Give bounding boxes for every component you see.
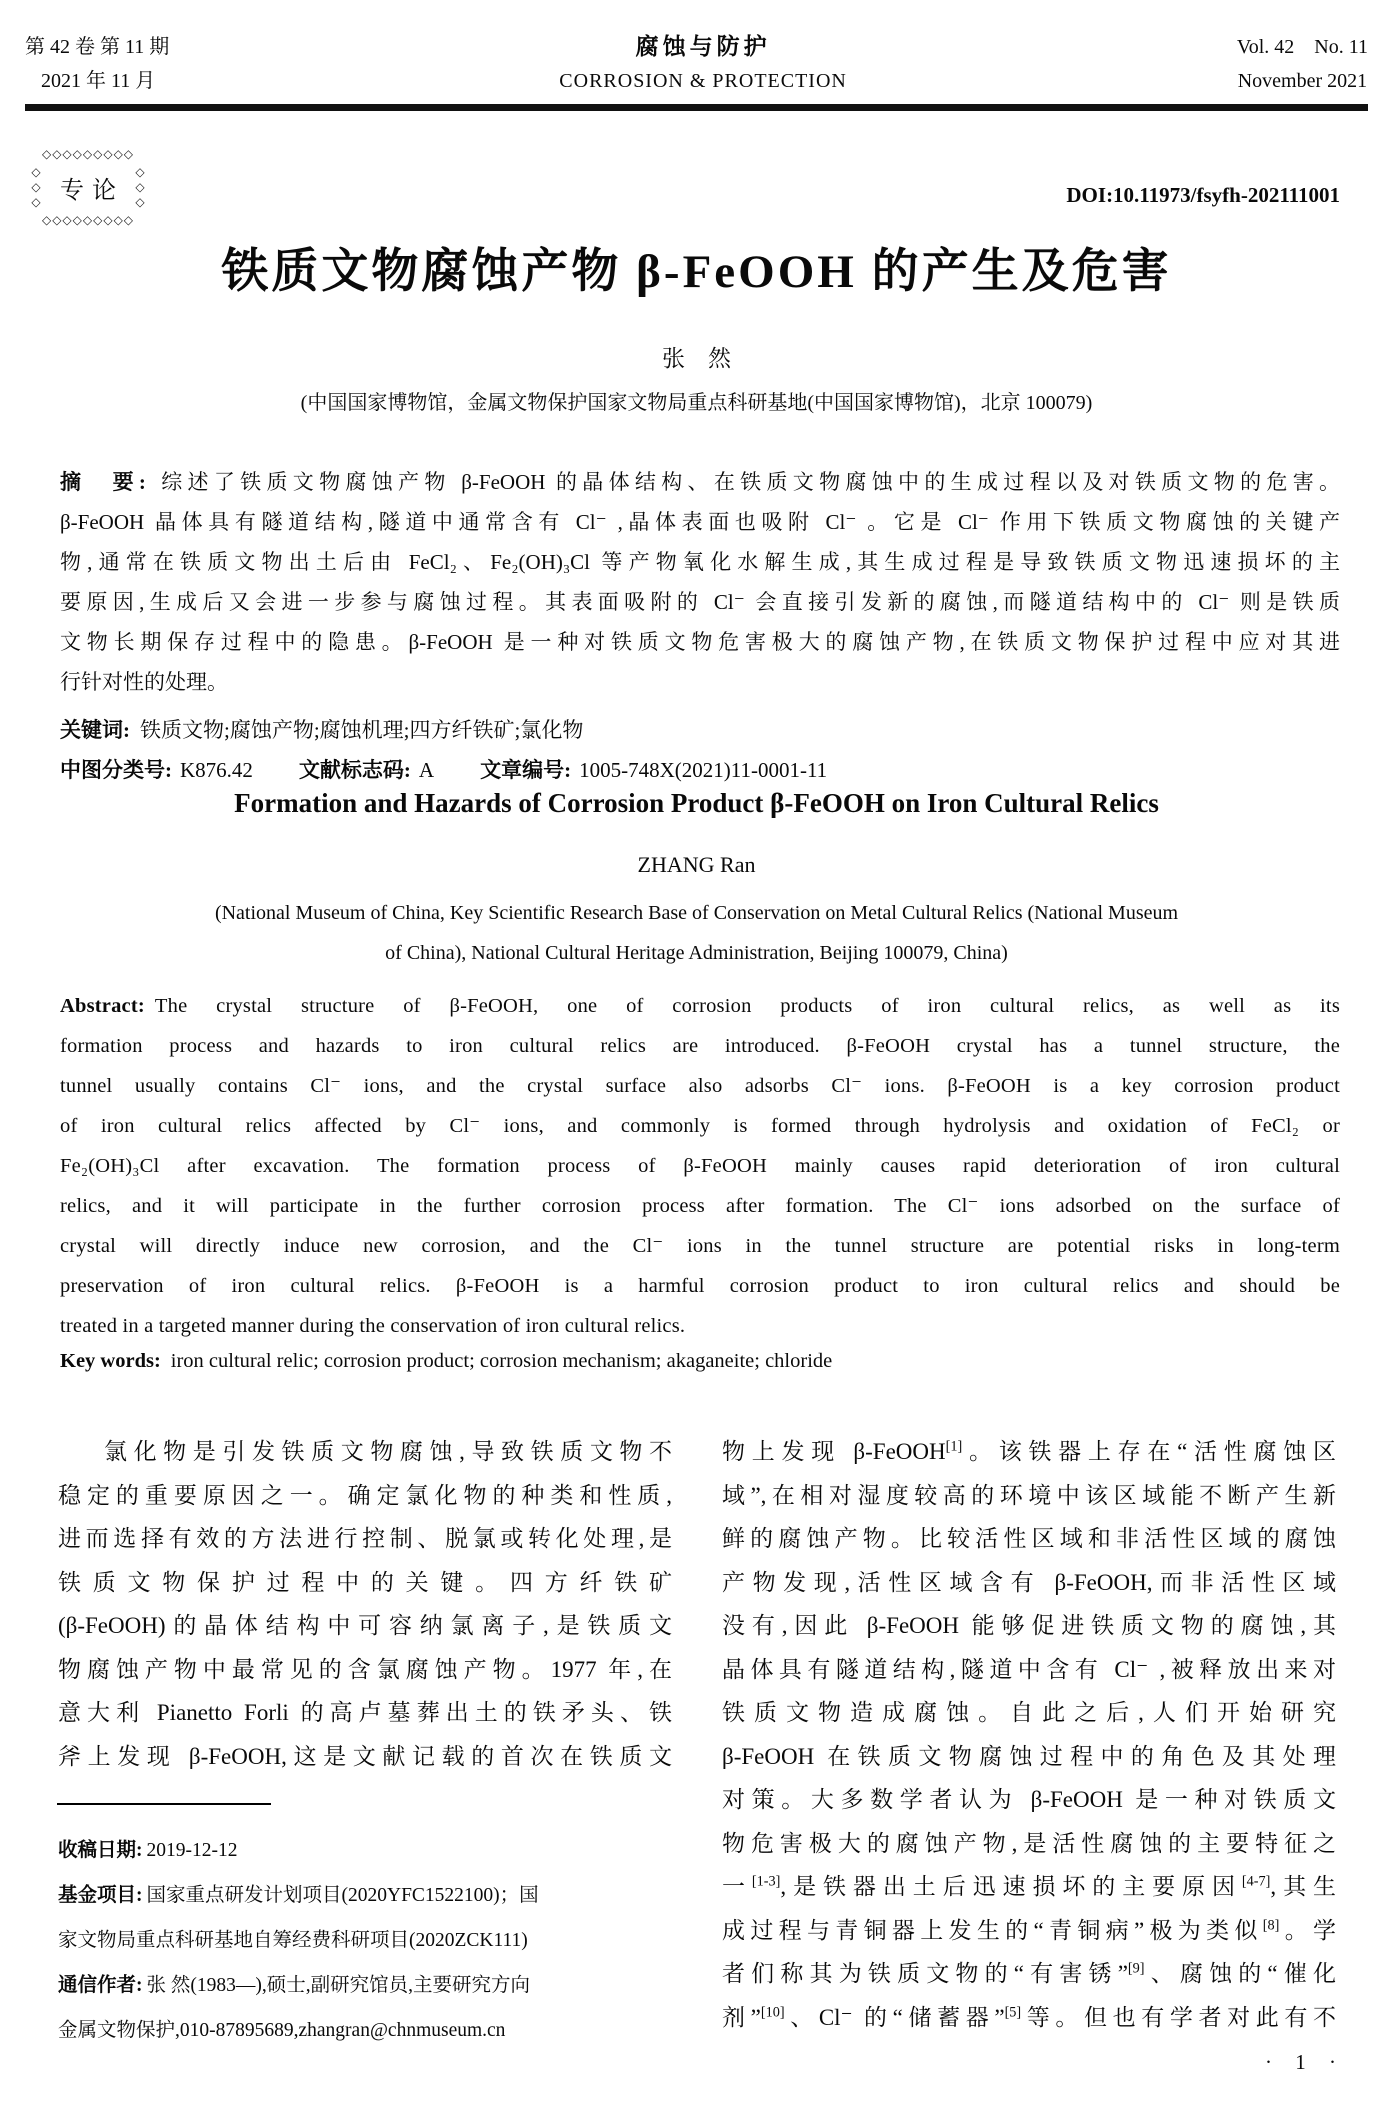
body-line: 对策。大多数学者认为 β-FeOOH 是一种对铁质文 [722,1787,1336,1812]
volume-issue-en: Vol. 42 No. 11 [1236,36,1368,58]
affiliation-en-line: (National Museum of China, Key Scientific Research Base of Conservation on Metal Cultural Relics (National Museum [214,902,1179,924]
abstract-cn-line: 行针对性的处理。 [60,670,228,694]
body-line: 意大利 Pianetto Forli 的高卢墓葬出土的铁矛头、铁 [58,1700,672,1725]
corresponding-author-label: 通信作者: [58,1975,143,1996]
abstract-en [60,986,1340,1346]
body-line: 稳定的重要原因之一。确定氯化物的种类和性质, [58,1482,672,1508]
received-date-label: 收稿日期: [58,1840,143,1861]
clc-number [60,750,253,790]
date-cn: 2021 年 11 月 [41,70,156,92]
clc-label: 中图分类号: [60,758,172,782]
abstract-en-line: formation process and hazards to iron cultural relics are introduced. β-FeOOH crystal has a tunnel structure, the [60,1035,1340,1057]
abstract-cn [60,462,1340,790]
affiliation-en-line: of China), National Cultural Heritage Administration, Beijing 100079, China) [385,942,1008,964]
special-column-badge [29,147,147,227]
abstract-en-line: preservation of iron cultural relics. β-FeOOH is a harmful corrosion product to iron cultural relics and should be [60,1275,1340,1297]
keywords-cn-text: 铁质文物;腐蚀产物;腐蚀机理;四方纤铁矿;氯化物 [140,718,584,742]
journal-name-cn: 腐蚀与防护 [635,34,771,59]
abstract-en-line: tunnel usually contains Cl⁻ ions, and the crystal surface also adsorbs Cl⁻ ions. β-FeOOH is a key corrosion product [60,1075,1340,1097]
body-line: 物危害极大的腐蚀产物,是活性腐蚀的主要特征之 [722,1830,1336,1856]
funding-continued: 家文物局重点科研基地自筹经费科研项目(2020ZCK111) [58,1930,528,1951]
corresponding-author [58,1963,678,2008]
badge-border-right: ◇◇◇ [133,164,147,210]
body-line: 物腐蚀产物中最常见的含氯腐蚀产物。1977 年,在 [58,1656,672,1682]
received-date-value: 2019-12-12 [146,1840,238,1861]
body-line: 域”,在相对湿度较高的环境中该区域能不断产生新 [722,1482,1336,1508]
abstract-en-line: of iron cultural relics affected by Cl⁻ ions, and commonly is formed through hydrolysis and oxidation of FeCl₂ or [60,1115,1340,1137]
abstract-cn-line [60,462,1340,502]
article-id-value: 1005-748X(2021)11-0001-11 [579,758,828,782]
journal-name [559,30,847,98]
author-cn: 张 然 [662,346,731,371]
journal-name-en: CORROSION & PROTECTION [559,70,847,92]
body-line: 进而选择有效的方法进行控制、脱氯或转化处理,是 [58,1526,672,1551]
body-line: 一[1-3],是铁器出土后迅速损坏的主要原因[4-7],其生 [722,1873,1337,1899]
body-line: 铁质文物保护过程中的关键。四方纤铁矿 [58,1569,672,1595]
article-title-cn: 铁质文物腐蚀产物 β-FeOOH 的产生及危害 [221,246,1172,298]
keywords-en-text: iron cultural relic; corrosion product; corrosion mechanism; akaganeite; chloride [170,1350,833,1372]
abstract-en-line [60,986,1340,1026]
badge-label: 专论 [60,177,124,204]
abstract-cn-line: 物,通常在铁质文物出土后由 FeCl₂、Fe₂(OH)₃Cl 等产物氧化水解生成,其生成过程是导致铁质文物迅速损坏的主 [60,550,1340,574]
document-code [299,750,434,790]
badge-border-top: ◇◇◇◇◇◇◇◇◇ [41,147,135,161]
affiliation-en [0,893,1393,973]
volume-issue-cn: 第 42 卷 第 11 期 [25,36,170,58]
author-en: ZHANG Ran [637,852,756,877]
article-id [480,750,827,790]
abstract-en-line: treated in a targeted manner during the conservation of iron cultural relics. [60,1315,686,1337]
corresponding-author-continued: 金属文物保护,010-87895689,zhangran@chnmuseum.cn [58,2020,506,2041]
abstract-cn-label: 摘 要: [60,470,146,494]
keywords-en-label: Key words: [60,1350,161,1372]
doi: DOI:10.11973/fsyfh-202111001 [1066,183,1340,207]
keywords-cn-label: 关键词: [60,718,130,742]
article-title-en: Formation and Hazards of Corrosion Product β-FeOOH on Iron Cultural Relics [234,788,1159,818]
journal-issue-en [1237,30,1368,98]
abstract-cn-line: β-FeOOH 晶体具有隧道结构,隧道中通常含有 Cl⁻ ,晶体表面也吸附 Cl⁻ 。它是 Cl⁻ 作用下铁质文物腐蚀的关键产 [60,510,1340,534]
abstract-cn-line: 要原因,生成后又会进一步参与腐蚀过程。其表面吸附的 Cl⁻ 会直接引发新的腐蚀,而隧道结构中的 Cl⁻ 则是铁质 [60,590,1340,614]
body-line: 剂”[10]、Cl⁻ 的“储蓄器”[5]等。但也有学者对此有不 [722,2003,1336,2030]
journal-issue-cn [25,30,169,98]
affiliation-cn: (中国国家博物馆，金属文物保护国家文物局重点科研基地(中国国家博物馆)，北京 100079) [300,392,1093,414]
badge-border-bottom: ◇◇◇◇◇◇◇◇◇ [41,213,135,227]
abstract-cn-text: 综述了铁质文物腐蚀产物 β-FeOOH 的晶体结构、在铁质文物腐蚀中的生成过程以及对铁质文物的危害。 [155,470,1341,494]
abstract-en-text: The crystal structure of β-FeOOH, one of corrosion products of iron cultural relics, as well as its [154,995,1340,1017]
body-line: 没有,因此 β-FeOOH 能够促进铁质文物的腐蚀,其 [722,1613,1336,1638]
classification-row [60,750,1340,790]
footnote [58,1828,678,2053]
article-id-label: 文章编号: [480,758,572,782]
abstract-en-line: relics, and it will participate in the further corrosion process after formation. The Cl⁻ ions adsorbed on the surface of [60,1195,1340,1217]
body-line: 铁质文物造成腐蚀。自此之后,人们开始研究 [722,1700,1336,1725]
abstract-en-line: crystal will directly induce new corrosion, and the Cl⁻ ions in the tunnel structure are potential risks in long-term [60,1235,1340,1257]
date-en: November 2021 [1237,70,1368,92]
received-date [58,1828,678,1873]
body-line: β-FeOOH 在铁质文物腐蚀过程中的角色及其处理 [722,1743,1336,1769]
body-line: (β-FeOOH)的晶体结构中可容纳氯离子,是铁质文 [58,1613,672,1638]
keywords-en [60,1350,1340,1373]
document-code-value: A [418,758,435,782]
abstract-cn-line: 文物长期保存过程中的隐患。β-FeOOH 是一种对铁质文物危害极大的腐蚀产物,在铁质文物保护过程中应对其进 [60,630,1340,654]
body-column-right [722,1430,1336,2039]
body-column-left [58,1430,672,1778]
page-number: · 1 · [1265,2050,1345,2074]
body-line: 者们称其为铁质文物的“有害锈”[9]、腐蚀的“催化 [722,1960,1337,1986]
body-line: 成过程与青铜器上发生的“青铜病”极为类似[8]。学 [722,1916,1337,1943]
body-line: 晶体具有隧道结构,隧道中含有 Cl⁻ ,被释放出来对 [722,1656,1336,1682]
document-code-label: 文献标志码: [298,758,411,782]
funding [58,1873,678,1918]
body-line: 氯化物是引发铁质文物腐蚀,导致铁质文物不 [104,1439,672,1464]
abstract-en-line: Fe₂(OH)₃Cl after excavation. The formation process of β-FeOOH mainly causes rapid deterioration of iron cultural [60,1155,1340,1177]
body-line: 斧上发现 β-FeOOH,这是文献记载的首次在铁质文 [58,1743,672,1769]
running-head [25,30,1368,98]
corresponding-author-text: 张 然(1983—),硕士,副研究馆员,主要研究方向 [146,1975,530,1996]
funding-text: 国家重点研发计划项目(2020YFC1522100)；国 [146,1885,539,1906]
body-line: 产物发现,活性区域含有 β-FeOOH,而非活性区域 [722,1569,1336,1595]
clc-value: K876.42 [180,758,253,782]
keywords-cn [60,710,1340,750]
funding-label: 基金项目: [58,1885,143,1906]
body-line: 物上发现 β-FeOOH[1]。该铁器上存在“活性腐蚀区 [722,1438,1336,1464]
badge-border-left: ◇◇◇ [29,164,43,210]
abstract-en-label: Abstract: [60,995,145,1017]
header-rule [25,104,1368,111]
footnote-rule [57,1803,271,1805]
body-line: 鲜的腐蚀产物。比较活性区域和非活性区域的腐蚀 [722,1526,1336,1551]
